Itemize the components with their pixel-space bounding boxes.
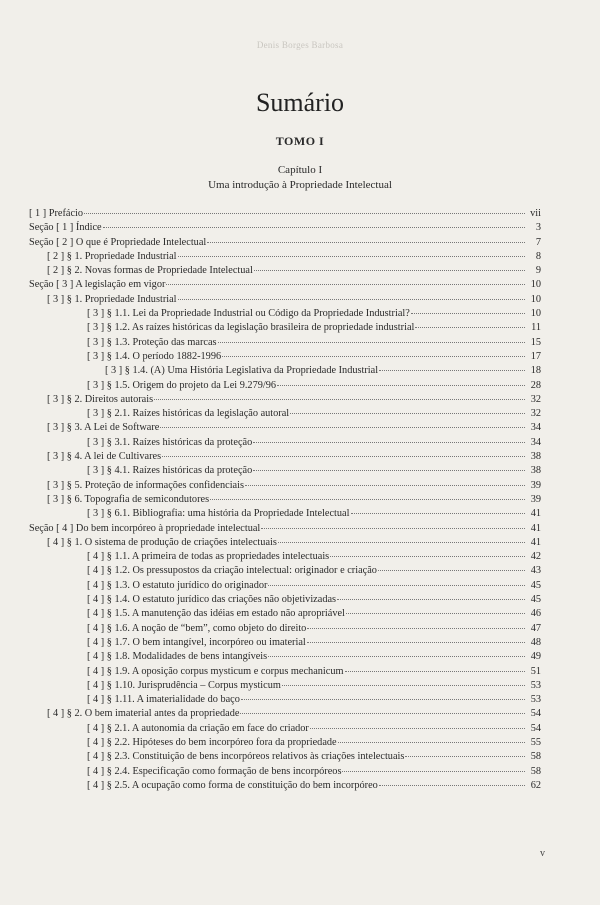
dot-leader bbox=[162, 447, 525, 457]
toc-entry-title: [ 4 ] § 2.2. Hipóteses do bem incorpóreo fora da propriedade bbox=[87, 736, 337, 748]
dot-leader bbox=[84, 204, 525, 214]
dot-leader bbox=[277, 376, 525, 386]
dot-leader bbox=[338, 733, 525, 743]
toc-entry-title: [ 4 ] § 1.1. A primeira de todas as propriedades intelectuais bbox=[87, 551, 330, 563]
toc-entry-title: [ 4 ] § 1.6. A noção de “bem”, como objeto do direito bbox=[87, 622, 307, 634]
page-title: Sumário bbox=[255, 88, 345, 117]
toc-entry-title: [ 3 ] § 6.1. Bibliografia: uma história da Propriedade Intelectual bbox=[87, 508, 350, 520]
toc-entry-title: [ 1 ] Prefácio bbox=[29, 208, 84, 219]
toc-entry-title: [ 3 ] § 2. Direitos autorais bbox=[47, 393, 154, 405]
dot-leader bbox=[268, 647, 525, 657]
toc-entry-page: 42 bbox=[530, 551, 541, 563]
toc-entry-page: 53 bbox=[530, 694, 541, 706]
toc-entry-page: 11 bbox=[531, 322, 541, 334]
toc-entry-title: [ 3 ] § 5. Proteção de informações confidenciais bbox=[47, 479, 244, 491]
dot-leader bbox=[160, 418, 525, 428]
dot-leader bbox=[222, 347, 525, 357]
toc-entry-title: [ 4 ] § 1.4. O estatuto jurídico das criações não objetivizadas bbox=[87, 594, 337, 606]
dot-leader bbox=[307, 633, 525, 643]
dot-leader bbox=[241, 690, 525, 700]
toc-entry-page: 46 bbox=[530, 608, 541, 620]
dot-leader bbox=[345, 662, 525, 672]
dot-leader bbox=[166, 275, 525, 285]
table-of-contents bbox=[29, 206, 541, 792]
toc-entry-page: 43 bbox=[530, 565, 541, 577]
toc-entry-page: 18 bbox=[530, 365, 541, 377]
dot-leader bbox=[268, 576, 525, 586]
page-number: v bbox=[540, 848, 545, 859]
toc-entry-page: 10 bbox=[530, 308, 541, 320]
toc-entry-title: [ 2 ] § 1. Propriedade Industrial bbox=[47, 250, 177, 262]
toc-entry-title: [ 4 ] § 1.10. Jurisprudência – Corpus mysticum bbox=[87, 679, 281, 691]
toc-entry-title: [ 3 ] § 4.1. Raízes históricas da proteção bbox=[87, 465, 253, 477]
chapter-number: Capítulo I bbox=[277, 164, 323, 176]
toc-entry-page: 54 bbox=[530, 708, 541, 720]
toc-entry-title: [ 3 ] § 3.1. Raízes históricas da proteção bbox=[87, 436, 253, 448]
toc-entry-page: 3 bbox=[535, 222, 541, 234]
toc-entry-title: [ 3 ] § 1. Propriedade Industrial bbox=[47, 293, 177, 305]
dot-leader bbox=[346, 604, 525, 614]
dot-leader bbox=[278, 533, 525, 543]
toc-entry-page: 39 bbox=[530, 479, 541, 491]
toc-entry-page: 55 bbox=[530, 736, 541, 748]
toc-entry-page: 39 bbox=[530, 493, 541, 505]
toc-entry-title: [ 3 ] § 6. Topografia de semicondutores bbox=[47, 493, 210, 505]
dot-leader bbox=[218, 333, 525, 343]
dot-leader bbox=[178, 290, 525, 300]
dot-leader bbox=[240, 704, 525, 714]
toc-entry-page: 10 bbox=[530, 293, 541, 305]
toc-entry-page: 58 bbox=[530, 751, 541, 763]
dot-leader bbox=[210, 490, 525, 500]
toc-entry-title: [ 4 ] § 1. O sistema de produção de criações intelectuais bbox=[47, 536, 277, 548]
toc-entry-page: 45 bbox=[530, 594, 541, 606]
toc-entry-page: vii bbox=[530, 208, 541, 219]
dot-leader bbox=[378, 561, 525, 571]
toc-entry-title: [ 3 ] § 4. A lei de Cultivares bbox=[47, 451, 162, 463]
chapter-title: Uma introdução à Propriedade Intelectual bbox=[208, 179, 392, 191]
toc-entry-page: 7 bbox=[535, 236, 541, 248]
toc-entry-title: [ 4 ] § 1.7. O bem intangível, incorpóreo ou imaterial bbox=[87, 636, 306, 648]
toc-entry-title: [ 4 ] § 2. O bem imaterial antes da propriedade bbox=[47, 708, 240, 720]
toc-entry-page: 34 bbox=[530, 422, 541, 434]
dot-leader bbox=[253, 433, 525, 443]
dot-leader bbox=[207, 233, 525, 243]
toc-entry-title: [ 3 ] § 2.1. Raízes históricas da legislação autoral bbox=[87, 408, 290, 420]
toc-entry-title: [ 3 ] § 1.2. As raízes históricas da legislação brasileira de propriedade industrial bbox=[87, 322, 415, 334]
dot-leader bbox=[154, 390, 525, 400]
toc-entry-page: 58 bbox=[530, 765, 541, 777]
dot-leader bbox=[253, 461, 525, 471]
toc-entry-title: Seção [ 2 ] O que é Propriedade Intelectual bbox=[29, 236, 207, 248]
toc-entry-title: Seção [ 4 ] Do bem incorpóreo à propriedade intelectual bbox=[29, 522, 261, 534]
dot-leader bbox=[379, 776, 525, 786]
toc-entry-title: [ 3 ] § 1.5. Origem do projeto da Lei 9.279/96 bbox=[87, 379, 277, 391]
toc-entry-page: 48 bbox=[530, 636, 541, 648]
toc-entry-page: 15 bbox=[530, 336, 541, 348]
running-header: Denis Borges Barbosa bbox=[256, 40, 344, 50]
volume-heading: TOMO I bbox=[275, 134, 325, 148]
dot-leader bbox=[290, 404, 525, 414]
toc-entry-title: [ 3 ] § 1.4. O período 1882-1996 bbox=[87, 350, 222, 362]
toc-entry-page: 41 bbox=[530, 522, 541, 534]
dot-leader bbox=[261, 519, 525, 529]
toc-entry-page: 62 bbox=[530, 779, 541, 791]
dot-leader bbox=[411, 304, 525, 314]
toc-entry-title: [ 4 ] § 2.1. A autonomia da criação em face do criador bbox=[87, 722, 309, 734]
toc-entry-page: 54 bbox=[530, 722, 541, 734]
dot-leader bbox=[178, 247, 525, 257]
dot-leader bbox=[245, 476, 525, 486]
toc-entry-page: 45 bbox=[530, 579, 541, 591]
toc-entry-page: 34 bbox=[530, 436, 541, 448]
toc-entry-title: [ 4 ] § 1.8. Modalidades de bens intangíveis bbox=[87, 651, 268, 663]
toc-entry-title: [ 3 ] § 1.4. (A) Uma História Legislativa da Propriedade Industrial bbox=[105, 365, 379, 377]
toc-entry-page: 32 bbox=[530, 393, 541, 405]
dot-leader bbox=[310, 719, 525, 729]
toc-entry-page: 8 bbox=[535, 250, 541, 262]
toc-entry-page: 38 bbox=[530, 451, 541, 463]
toc-entry-page: 10 bbox=[530, 279, 541, 291]
toc-entry-page: 47 bbox=[530, 622, 541, 634]
toc-entry-page: 38 bbox=[530, 465, 541, 477]
dot-leader bbox=[103, 218, 525, 228]
dot-leader bbox=[282, 676, 525, 686]
toc-entry-page: 28 bbox=[530, 379, 541, 391]
toc-entry-title: [ 4 ] § 1.11. A imaterialidade do baço bbox=[87, 694, 240, 706]
toc-entry-title: [ 4 ] § 1.5. A manutenção das idéias em estado não apropriável bbox=[87, 608, 345, 620]
dot-leader bbox=[379, 361, 525, 371]
toc-entry-page: 51 bbox=[530, 665, 541, 677]
dot-leader bbox=[337, 590, 525, 600]
toc-entry-title: [ 4 ] § 1.3. O estatuto jurídico do originador bbox=[87, 579, 268, 591]
toc-entry-title: [ 3 ] § 3. A Lei de Software bbox=[47, 422, 160, 434]
toc-entry-title: [ 2 ] § 2. Novas formas de Propriedade Intelectual bbox=[47, 265, 253, 277]
toc-entry-title: [ 4 ] § 1.9. A oposição corpus mysticum e corpus mechanicum bbox=[87, 665, 344, 677]
toc-entry[interactable] bbox=[29, 778, 541, 792]
toc-entry-page: 41 bbox=[530, 536, 541, 548]
dot-leader bbox=[351, 504, 526, 514]
chapter-heading bbox=[0, 163, 600, 193]
dot-leader bbox=[254, 261, 525, 271]
toc-entry-title: [ 4 ] § 2.3. Constituição de bens incorpóreos relativos às criações intelectuais bbox=[87, 751, 405, 763]
toc-entry-title: Seção [ 1 ] Índice bbox=[29, 222, 102, 234]
toc-entry-title: Seção [ 3 ] A legislação em vigor bbox=[29, 279, 166, 291]
dot-leader bbox=[405, 747, 525, 757]
dot-leader bbox=[342, 762, 525, 772]
toc-entry-title: [ 4 ] § 1.2. Os pressupostos da criação intelectual: originador e criação bbox=[87, 565, 377, 577]
toc-entry-title: [ 4 ] § 2.5. A ocupação como forma de constituição do bem incorpóreo bbox=[87, 779, 378, 791]
toc-entry-page: 9 bbox=[535, 265, 541, 277]
toc-entry-page: 17 bbox=[530, 350, 541, 362]
toc-entry-title: [ 4 ] § 2.4. Especificação como formação de bens incorpóreos bbox=[87, 765, 342, 777]
toc-entry-page: 53 bbox=[530, 679, 541, 691]
toc-entry-title: [ 3 ] § 1.3. Proteção das marcas bbox=[87, 336, 217, 348]
toc-entry-page: 41 bbox=[530, 508, 541, 520]
dot-leader bbox=[307, 619, 525, 629]
dot-leader bbox=[415, 318, 525, 328]
dot-leader bbox=[330, 547, 525, 557]
toc-entry-title: [ 3 ] § 1.1. Lei da Propriedade Industrial ou Código da Propriedade Industrial? bbox=[87, 308, 410, 320]
toc-entry-page: 32 bbox=[530, 408, 541, 420]
toc-entry-page: 49 bbox=[530, 651, 541, 663]
